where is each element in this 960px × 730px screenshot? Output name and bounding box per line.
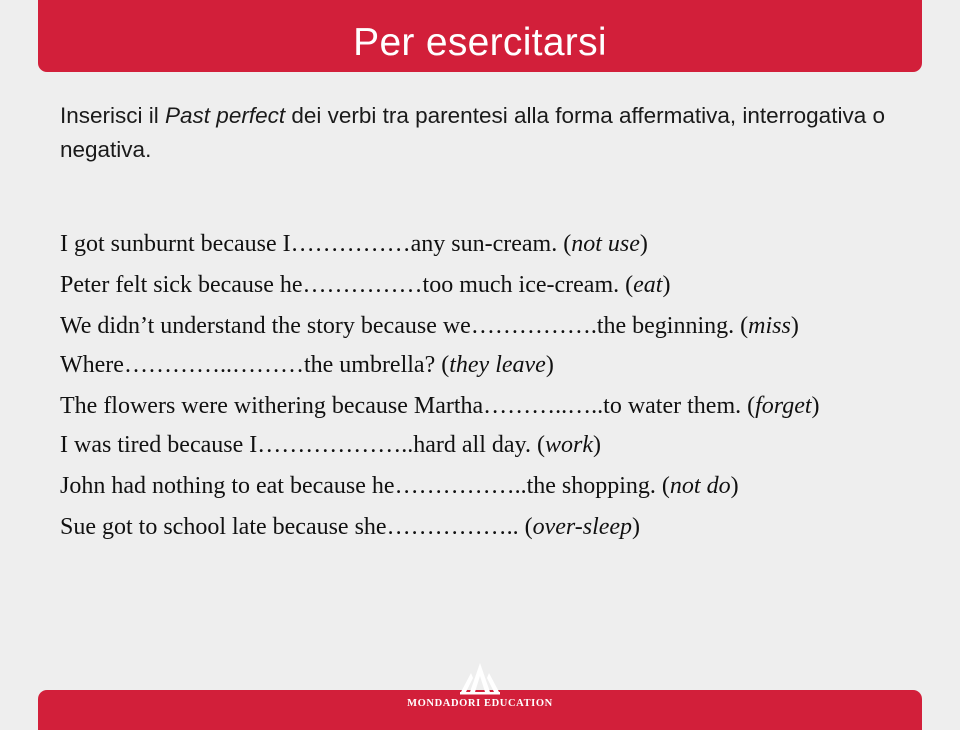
verb-hint: miss	[748, 313, 791, 339]
exercise-item: Peter felt sick because he……………too much ice-cream. (eat)	[60, 272, 671, 298]
verb-hint: over-sleep	[532, 514, 633, 540]
exercise-text: I was tired because I………………..hard all day.	[60, 432, 537, 458]
verb-hint: they leave	[449, 352, 546, 378]
verb-hint: eat	[633, 272, 663, 298]
exercise-text: I got sunburnt because I……………any sun-cream.	[60, 231, 564, 257]
verb-hint: not use	[571, 231, 640, 257]
title-bar	[38, 0, 922, 72]
exercise-text: The flowers were withering because Martha………..…..to water them.	[60, 393, 748, 419]
logo-text: MONDADORI EDUCATION	[407, 698, 553, 709]
verb-hint: forget	[755, 393, 812, 419]
exercise-text: We didn’t understand the story because we…………….the beginning.	[60, 313, 741, 339]
exercise-text: John had nothing to eat because he……………..the shopping.	[60, 473, 662, 499]
instructions-emphasis: Past perfect	[165, 103, 286, 128]
exercise-item: John had nothing to eat because he……………..the shopping. (not do)	[60, 473, 739, 499]
exercise-item: Where…………..………the umbrella? (they leave)	[60, 352, 554, 378]
mondadori-logo	[374, 662, 586, 718]
slide-title: Per esercitarsi	[353, 21, 607, 64]
exercise-item: Sue got to school late because she…………….. (over-sleep)	[60, 514, 641, 540]
exercise-item: I was tired because I………………..hard all day. (work)	[60, 432, 601, 458]
exercise-item: I got sunburnt because I……………any sun-cream. (not use)	[60, 231, 648, 257]
verb-hint: not do	[669, 473, 731, 499]
instructions-post: dei verbi tra parentesi alla forma affermativa, interrogativa o negativa.	[60, 103, 885, 162]
exercise-text: Where…………..………the umbrella?	[60, 352, 442, 378]
exercise-list	[60, 226, 940, 550]
exercise-text: Peter felt sick because he……………too much ice-cream.	[60, 272, 626, 298]
exercise-text: Sue got to school late because she……………..	[60, 514, 525, 540]
exercise-item: The flowers were withering because Martha………..…..to water them. (forget)	[60, 393, 820, 419]
instructions-pre: Inserisci il	[60, 103, 166, 128]
mondadori-m-icon	[458, 662, 502, 696]
instructions	[60, 99, 910, 167]
exercise-item: We didn’t understand the story because we…………….the beginning. (miss)	[60, 313, 799, 339]
verb-hint: work	[544, 432, 593, 458]
